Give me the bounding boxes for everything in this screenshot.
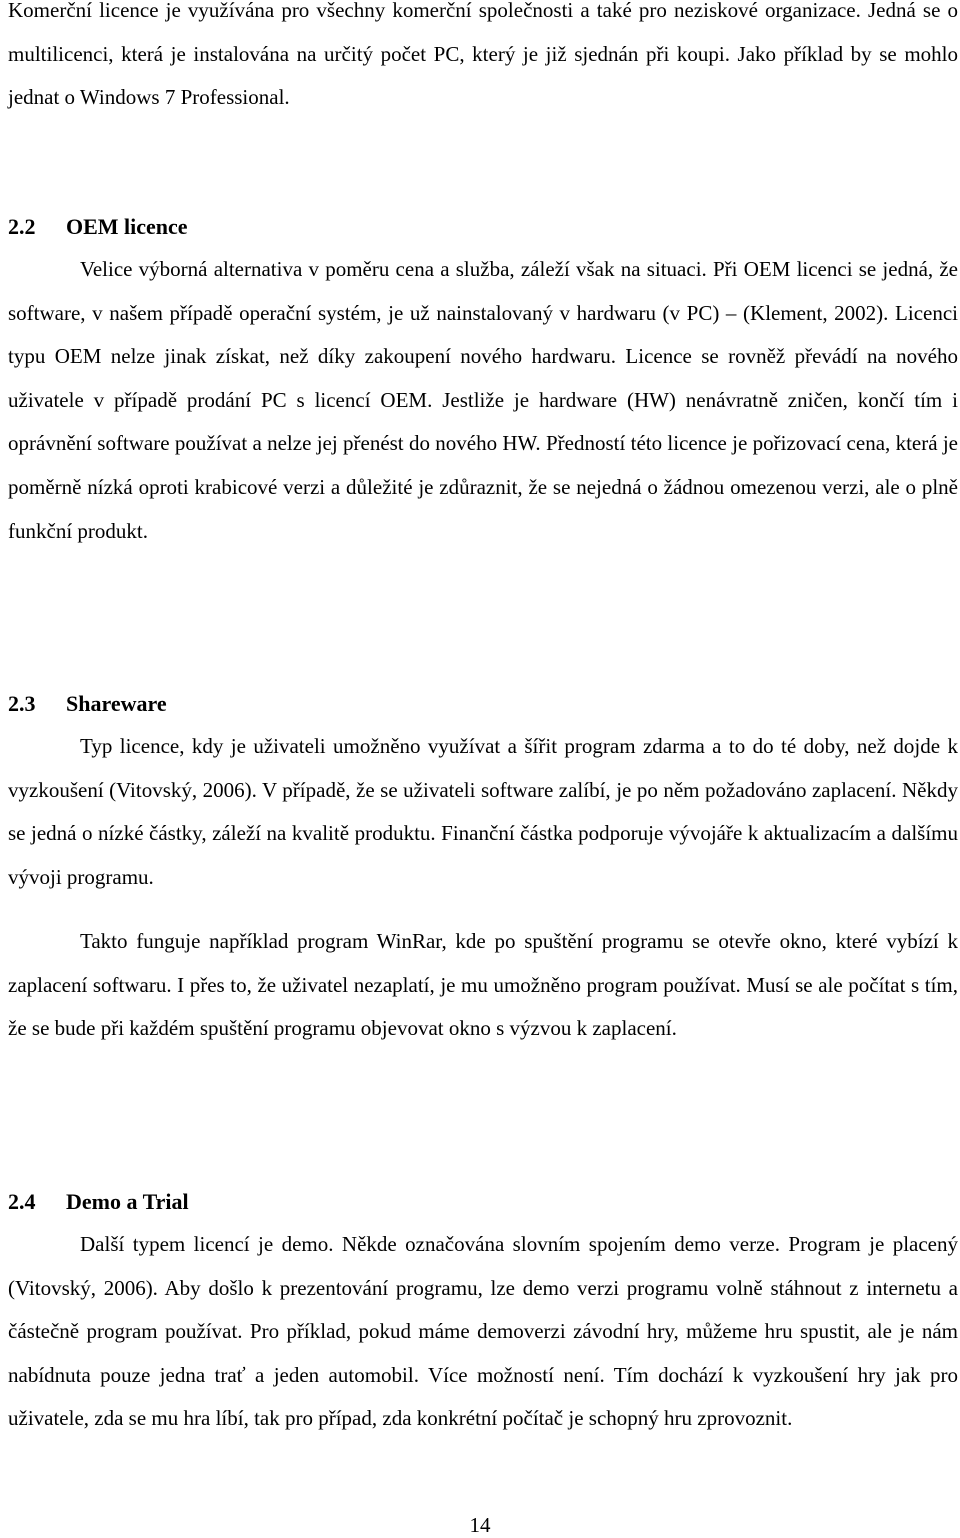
demo-paragraph: Další typem licencí je demo. Někde označována slovním spojením demo verze. Program je placený (Vitovský, 2006). Aby došlo k prezentování programu, lze demo verzi programu volně stáhnout z internetu a částečně program používat. Pro příklad, pokud máme demoverzi závodní hry, můžeme hru spustit, ale je nám nabídnuta pouze jedna trať a jeden automobil. Více možností není. Tím dochází k vyzkoušení hry jak pro uživatele, zda se mu hra líbí, tak pro případ, zda konkrétní počítač je schopný hru zprovoznit. (8, 1232, 958, 1431)
shareware-paragraph-2: Takto funguje například program WinRar, kde po spuštění programu se otevře okno, které vybízí k zaplacení softwaru. I přes to, že uživatel nezaplatí, je mu umožněno program používat. Musí se ale počítat s tím, že se bude při každém spuštění programu objevovat okno s výzvou k zaplacení. (8, 929, 958, 1041)
section-number: 2.4 (8, 1189, 36, 1214)
page-number: 14 (469, 1513, 491, 1537)
section-number: 2.3 (8, 691, 36, 716)
section-heading-shareware (8, 689, 167, 719)
section-heading-demo (8, 1187, 189, 1217)
shareware-paragraph-1: Typ licence, kdy je uživateli umožněno využívat a šířit program zdarma a to do té doby, než dojde k vyzkoušení (Vitovský, 2006). V případě, že se uživateli software zalíbí, je po něm požadováno zaplacení. Někdy se jedná o nízké částky, záleží na kvalitě produktu. Finanční částka podporuje vývojáře k aktualizacím a dalšímu vývoji programu. (8, 734, 958, 889)
section-title: Demo a Trial (66, 1189, 189, 1214)
section-title: OEM licence (66, 214, 188, 239)
oem-paragraph: Velice výborná alternativa v poměru cena a služba, záleží však na situaci. Při OEM licenci se jedná, že software, v našem případě operační systém, je už nainstalovaný v hardwaru (v PC) – (Klement, 2002). Licenci typu OEM nelze jinak získat, než díky zakoupení nového hardwaru. Licence se rovněž převádí na nového uživatele v případě prodání PC s licencí OEM. Jestliže je hardware (HW) nenávratně zničen, končí tím i oprávnění software používat a nelze jej přenést do nového HW. Předností této licence je pořizovací cena, která je poměrně nízká oproti krabicové verzi a důležité je zdůraznit, že se nejedná o žádnou omezenou verzi, ale o plně funkční produkt. (8, 257, 958, 543)
section-title: Shareware (66, 691, 167, 716)
section-heading-oem (8, 212, 188, 242)
section-number: 2.2 (8, 214, 36, 239)
intro-paragraph: Komerční licence je využívána pro všechny komerční společnosti a také pro neziskové organizace. Jedná se o multilicenci, která je instalována na určitý počet PC, který je již sjednán při koupi. Jako příklad by se mohlo jednat o Windows 7 Professional. (8, 0, 958, 110)
